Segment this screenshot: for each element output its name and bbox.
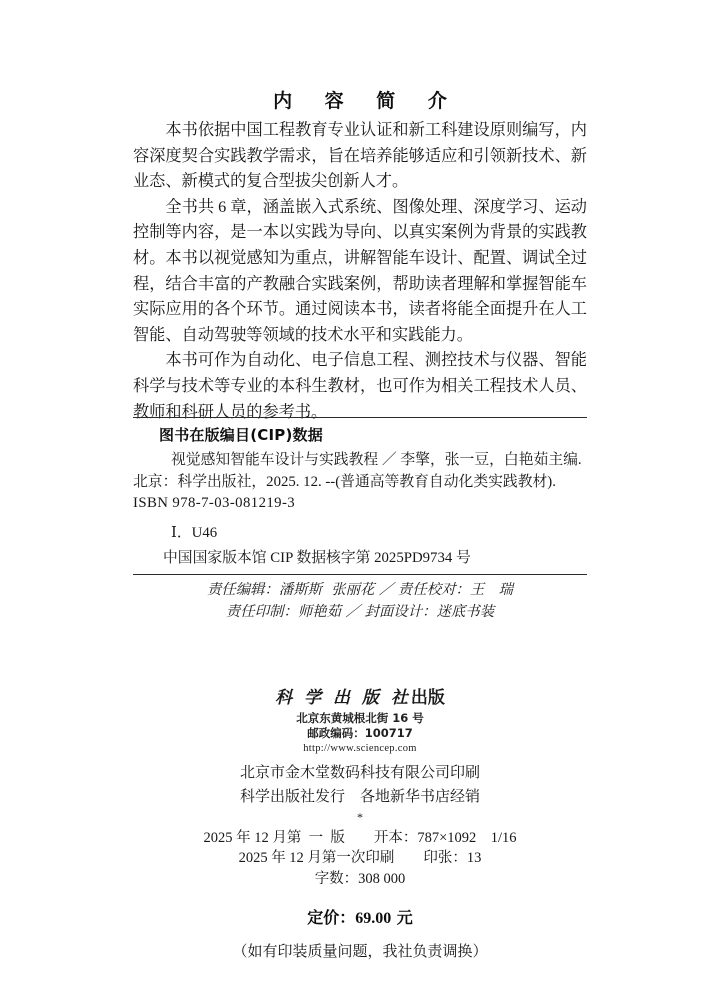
cip-heading: 图书在版编目(CIP)数据 bbox=[159, 426, 323, 444]
publisher-name bbox=[133, 688, 587, 708]
credits-row-production: 责任印制：师艳茹 ／ 封面设计：迷底书装 bbox=[225, 603, 495, 620]
quality-notice: （如有印装质量问题，我社负责调换） bbox=[232, 944, 488, 960]
intro-paragraph-2: 全书共 6 章，涵盖嵌入式系统、图像处理、深度学习、运动控制等内容，是一本以实践为导向、以真实案例为背景的实践教材。本书以视觉感知为重点，讲解智能车设计、配置、调试全过程，结合丰富的产教融合实践案例，帮助读者理解和掌握智能车实际应用的各个环节。通过阅读本书，读者将能全面提升在人工智能、自动驾驶等领域的技术水平和实践能力。 bbox=[133, 197, 587, 344]
publisher-name-cursive: 科 学 出 版 社 bbox=[275, 688, 411, 708]
price-line bbox=[133, 905, 587, 928]
cip-archive-line: 中国国家版本馆 CIP 数据核字第 2025PD9734 号 bbox=[163, 550, 471, 566]
price-unit: 元 bbox=[391, 908, 413, 927]
cip-imprint-line: 北京：科学出版社，2025. 12. --(普通高等教育自动化类实践教材). bbox=[133, 473, 556, 490]
page-title: 内 容 简 介 bbox=[273, 90, 460, 112]
cip-lines bbox=[133, 450, 587, 570]
price-label: 定价： bbox=[307, 908, 356, 927]
cip-title-line: 视觉感知智能车设计与实践教程 ／ 李擎，张一豆，白艳茹主编. bbox=[171, 452, 582, 468]
imprint-block bbox=[133, 688, 587, 961]
publisher-postcode: 邮政编码：100717 bbox=[307, 726, 413, 740]
wordcount-line: 字数：308 000 bbox=[314, 871, 406, 887]
cip-block bbox=[133, 417, 587, 623]
print-details bbox=[133, 828, 587, 868]
intro-paragraph-3: 本书可作为自动化、电子信息工程、测控技术与仪器、智能科学与技术等专业的本科生教材，也可作为相关工程技术人员、教师和科研人员的参考书。 bbox=[133, 351, 587, 421]
credits-block bbox=[133, 574, 587, 623]
credits-row-editors: 责任编辑：潘斯斯 张丽花 ／ 责任校对：王 瑞 bbox=[206, 581, 514, 598]
cip-classification-line: Ⅰ．U46 bbox=[171, 524, 218, 541]
distribution-line: 科学出版社发行 各地新华书店经销 bbox=[239, 789, 480, 805]
edition-line: 2025 年 12 月第 一 版 开本：787×1092 1/16 bbox=[203, 830, 517, 846]
intro-paragraph-1: 本书依据中国工程教育专业认证和新工科建设原则编写，内容深度契合实践教学需求，旨在培养能够适应和引领新技术、新业态、新模式的复合型拔尖创新人才。 bbox=[133, 121, 587, 191]
introduction-block bbox=[133, 118, 587, 425]
publisher-address: 北京东黄城根北街 16 号 bbox=[296, 711, 424, 725]
impression-line: 2025 年 12 月第一次印刷 印张：13 bbox=[238, 850, 482, 866]
price-value: 69.00 bbox=[355, 910, 392, 927]
cip-isbn-line: ISBN 978-7-03-081219-3 bbox=[133, 495, 296, 511]
printer-line: 北京市金木堂数码科技有限公司印刷 bbox=[239, 765, 480, 781]
publisher-name-suffix: 出版 bbox=[410, 688, 445, 708]
separator-asterisk: * bbox=[357, 810, 363, 824]
publisher-url[interactable]: http://www.sciencep.com bbox=[303, 743, 417, 754]
cip-top-rule bbox=[133, 417, 587, 418]
